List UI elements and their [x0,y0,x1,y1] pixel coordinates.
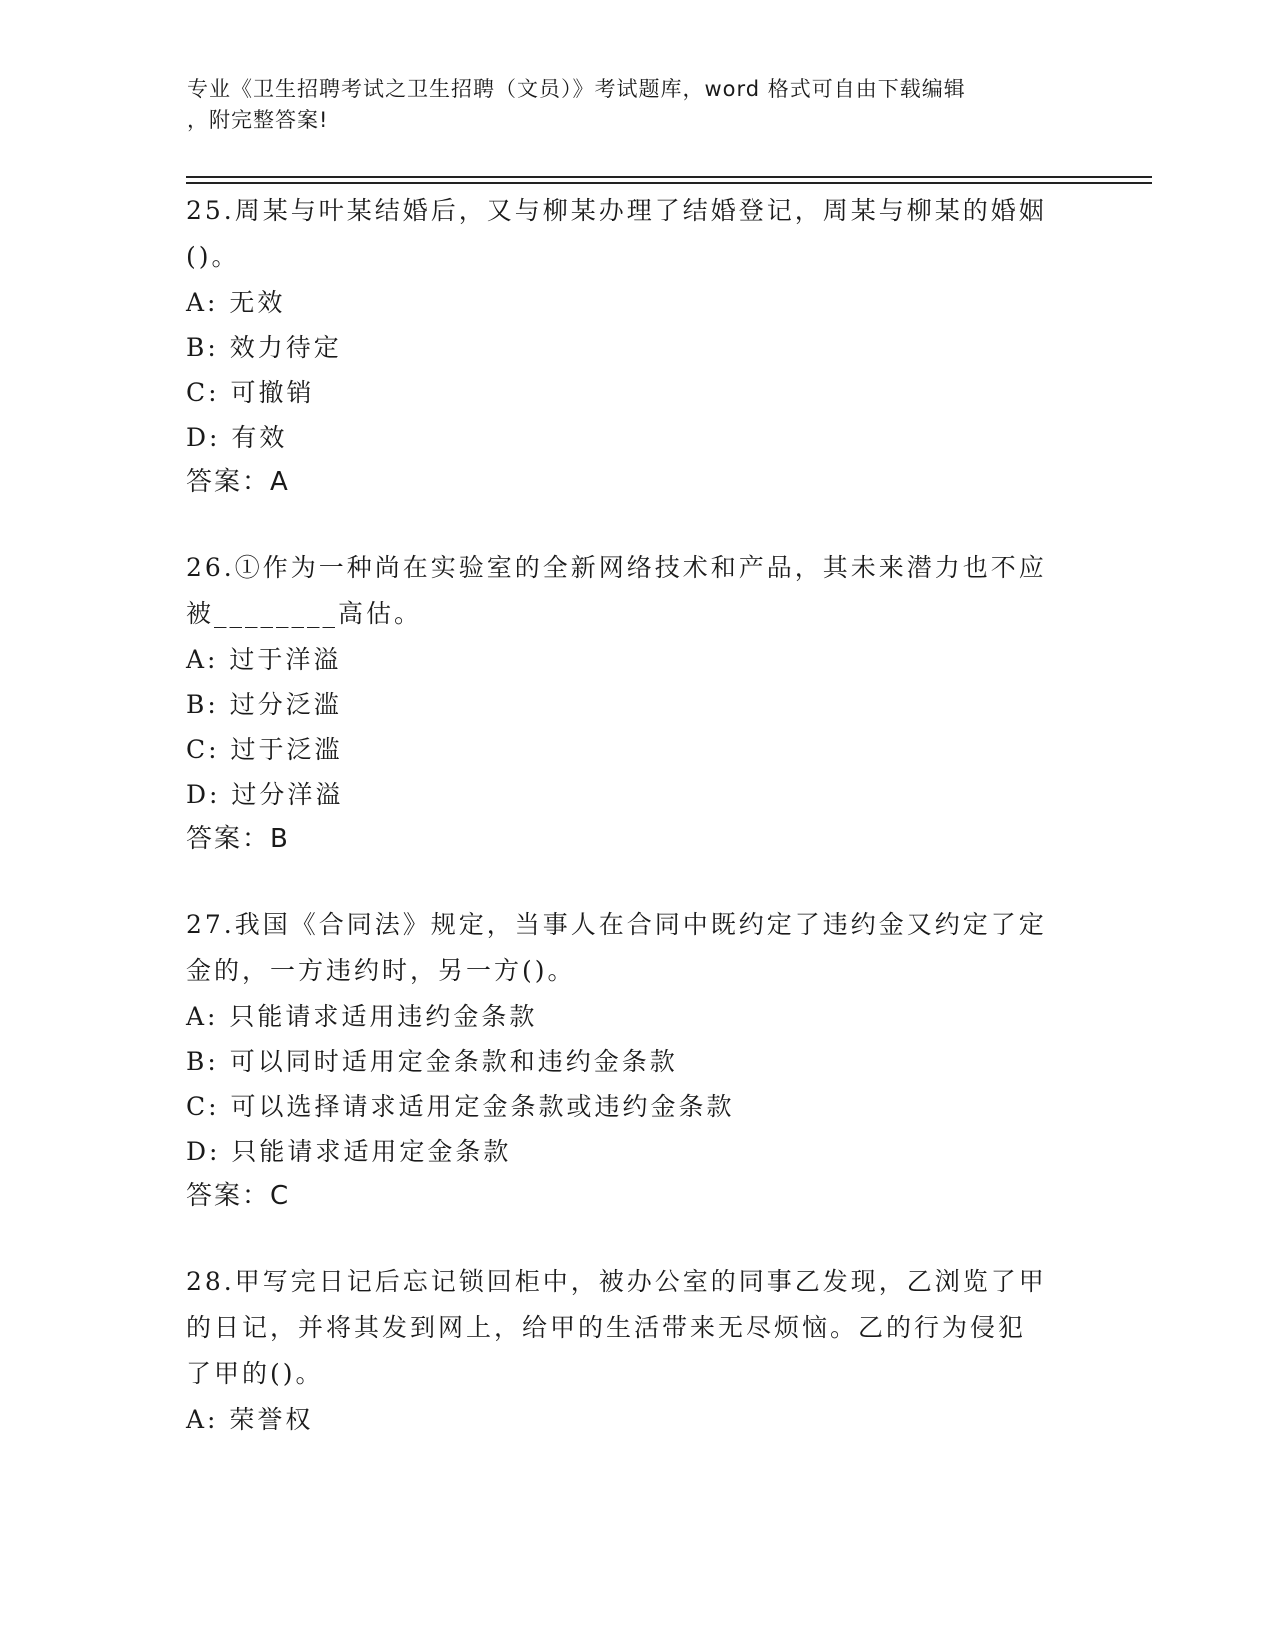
question-25 [186,188,1086,505]
question-27 [186,902,1086,1219]
header-divider-top [186,176,1152,178]
option-d: D: 过分洋溢 [186,780,344,809]
option-a: A: 只能请求适用违约金条款 [186,1002,538,1031]
option-a: A: 无效 [186,288,286,317]
option-d: D: 只能请求适用定金条款 [186,1137,512,1166]
question-text-line: 26.①作为一种尚在实验室的全新网络技术和产品，其未来潜力也不应 [186,553,1047,582]
question-text-line: 的日记，并将其发到网上，给甲的生活带来无尽烦恼。乙的行为侵犯 [186,1313,1027,1342]
option-b: B: 效力待定 [186,333,342,362]
question-text-line: 被________高估。 [186,599,423,628]
answer: 答案：B [186,824,290,854]
header-divider-bottom [186,182,1152,184]
document-header [187,74,1067,136]
option-c: C: 可以选择请求适用定金条款或违约金条款 [186,1092,735,1121]
option-d: D: 有效 [186,423,288,452]
option-b: B: 可以同时适用定金条款和违约金条款 [186,1047,678,1076]
question-text-line: 27.我国《合同法》规定，当事人在合同中既约定了违约金又约定了定 [186,910,1047,939]
answer: 答案：C [186,1181,291,1211]
option-a: A: 过于洋溢 [186,645,342,674]
question-text-line: 金的，一方违约时，另一方()。 [186,956,576,985]
option-c: C: 过于泛滥 [186,735,343,764]
option-b: B: 过分泛滥 [186,690,342,719]
question-text-line: 了甲的()。 [186,1359,324,1388]
header-line-1: 专业《卫生招聘考试之卫生招聘（文员）》考试题库，word 格式可自由下载编辑 [187,77,966,101]
option-c: C: 可撤销 [186,378,315,407]
header-line-2: ，附完整答案! [187,108,329,132]
answer: 答案：A [186,467,290,497]
question-28 [186,1259,1086,1442]
option-a: A: 荣誉权 [186,1405,314,1434]
question-26 [186,545,1086,862]
question-list [186,188,1086,1482]
question-text-line: 25.周某与叶某结婚后，又与柳某办理了结婚登记，周某与柳某的婚姻 [186,196,1047,225]
question-text-line: 28.甲写完日记后忘记锁回柜中，被办公室的同事乙发现，乙浏览了甲 [186,1267,1047,1296]
question-text-line: ()。 [186,242,240,271]
